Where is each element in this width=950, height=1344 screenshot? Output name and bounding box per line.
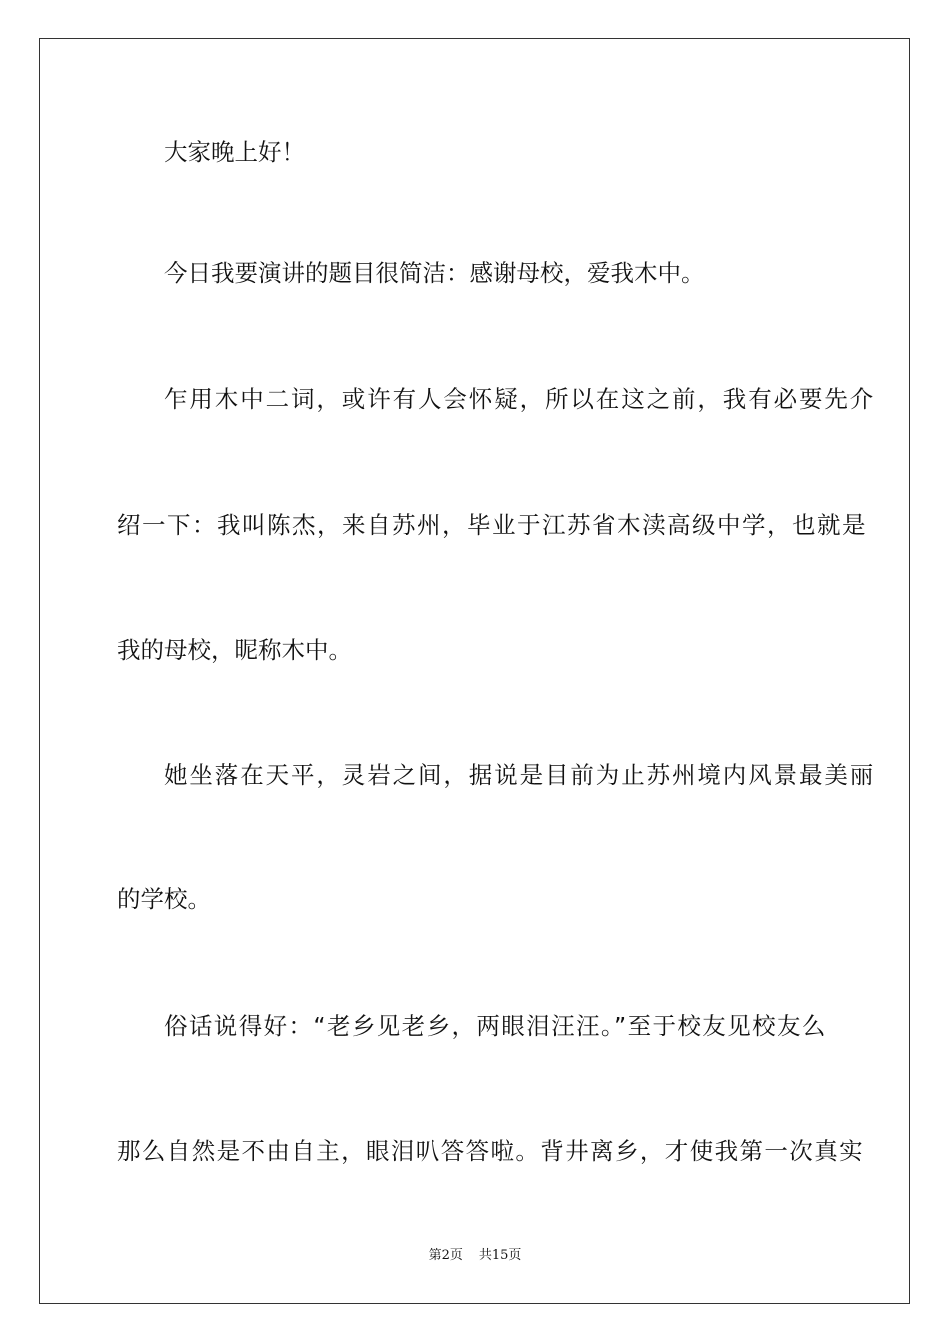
paragraph-line-4: 绍一下：我叫陈杰，来自苏州，毕业于江苏省木渎高级中学，也就是: [117, 511, 867, 539]
total-pages: 共15页: [478, 1248, 522, 1263]
paragraph-line-6: 她坐落在天平，灵岩之间，据说是目前为止苏州境内风景最美丽: [164, 761, 876, 789]
paragraph-line-8: 俗话说得好：“老乡见老乡，两眼泪汪汪。”至于校友见校友么: [164, 1012, 827, 1040]
paragraph-line-7: 的学校。: [117, 885, 211, 913]
paragraph-line-9: 那么自然是不由自主，眼泪叭答答啦。背井离乡，才使我第一次真实: [117, 1137, 864, 1165]
page-footer: [0, 1247, 950, 1265]
paragraph-line-5: 我的母校，昵称木中。: [117, 636, 352, 664]
page-border: [39, 38, 910, 1304]
paragraph-line-3: 乍用木中二词，或许有人会怀疑，所以在这之前，我有必要先介: [164, 385, 876, 413]
paragraph-line-1: 大家晚上好！: [164, 138, 305, 166]
paragraph-line-2: 今日我要演讲的题目很简洁：感谢母校，爱我木中。: [164, 259, 705, 287]
page-number: 第2页: [428, 1248, 463, 1263]
